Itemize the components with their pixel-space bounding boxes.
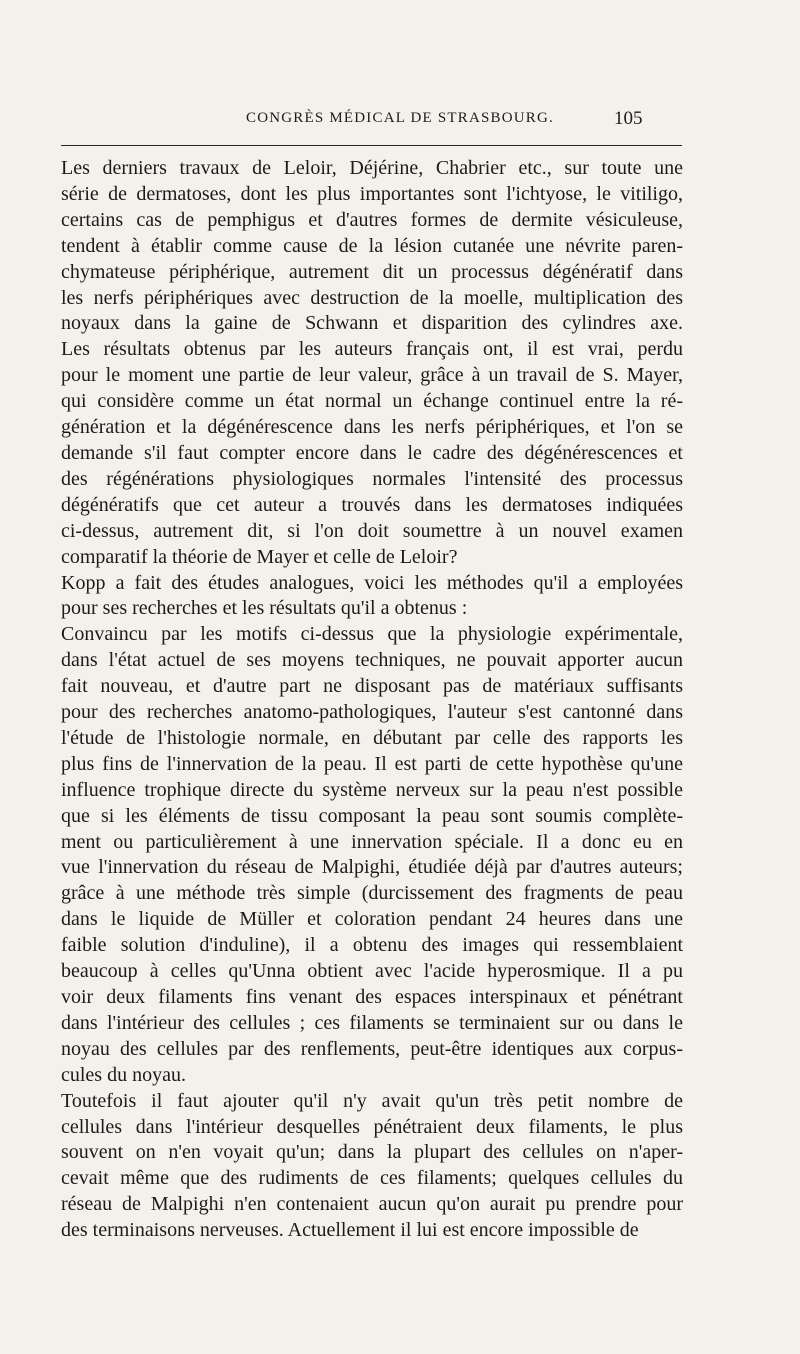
text-line: réseau de Malpighi n'en contenaient aucun qu'on aurait pu prendre pour	[61, 1193, 683, 1216]
text-line: des terminaisons nerveuses. Actuellement il lui est encore impossible de	[61, 1219, 639, 1242]
text-line: l'étude de l'histologie normale, en débutant par celle des rapports les	[61, 726, 683, 749]
body-text	[61, 156, 683, 1244]
text-line: voir deux filaments fins venant des espaces interspinaux et pénétrant	[61, 986, 683, 1008]
text-line: grâce à une méthode très simple (durcissement des fragments de peau	[61, 882, 683, 905]
text-line: comparatif la théorie de Mayer et celle de Leloir?	[61, 545, 458, 568]
paragraph	[61, 1089, 683, 1244]
running-head-title: CONGRÈS MÉDICAL DE STRASBOURG.	[246, 110, 554, 126]
text-line: Les derniers travaux de Leloir, Déjérine, Chabrier etc., sur toute une	[61, 157, 683, 179]
paragraph	[61, 622, 683, 1088]
text-line: beaucoup à celles qu'Unna obtient avec l'acide hyperosmique. Il a pu	[61, 960, 683, 983]
text-line: qui considère comme un état normal un échange continuel entre la ré-	[61, 390, 683, 413]
text-line: dans le liquide de Müller et coloration pendant 24 heures dans une	[61, 908, 683, 931]
text-line: certains cas de pemphigus et d'autres formes de dermite vésiculeuse,	[61, 208, 683, 231]
text-line: pour le moment une partie de leur valeur, grâce à un travail de S. Mayer,	[61, 364, 683, 387]
text-line: cules du noyau.	[61, 1063, 186, 1086]
text-line: pour ses recherches et les résultats qu'il a obtenus :	[61, 597, 468, 620]
text-line: souvent on n'en voyait qu'un; dans la plupart des cellules on n'aper-	[61, 1141, 683, 1164]
text-line: tendent à établir comme cause de la lésion cutanée une névrite paren-	[61, 234, 683, 257]
text-line: demande s'il faut compter encore dans le cadre des dégénérescences et	[61, 441, 683, 464]
text-line: Toutefois il faut ajouter qu'il n'y avait qu'un très petit nombre de	[61, 1089, 683, 1112]
text-line: Convaincu par les motifs ci-dessus que la physiologie expérimentale,	[61, 623, 683, 646]
text-line: génération et la dégénérescence dans les nerfs périphériques, et l'on se	[61, 416, 683, 439]
paragraph	[61, 156, 683, 571]
text-line: ment ou particulièrement à une innervation spéciale. Il a donc eu en	[61, 830, 683, 853]
text-line: vue l'innervation du réseau de Malpighi, étudiée déjà par d'autres auteurs;	[61, 856, 683, 879]
text-line: dégénératifs que cet auteur a trouvés dans les dermatoses indiquées	[61, 493, 683, 516]
paragraph	[61, 571, 683, 623]
text-line: série de dermatoses, dont les plus importantes sont l'ichtyose, le vitiligo,	[61, 182, 683, 205]
text-line: noyaux dans la gaine de Schwann et disparition des cylindres axe.	[61, 312, 683, 335]
text-line: cevait même que des rudiments de ces filaments; quelques cellules du	[61, 1167, 683, 1190]
running-head	[0, 108, 800, 132]
text-line: chymateuse périphérique, autrement dit un processus dégénératif dans	[61, 260, 683, 283]
text-line: ci-dessus, autrement dit, si l'on doit soumettre à un nouvel examen	[61, 519, 683, 542]
text-line: que si les éléments de tissu composant la peau sont soumis complète-	[61, 804, 683, 827]
text-line: dans l'intérieur des cellules ; ces filaments se terminaient sur ou dans le	[61, 1011, 683, 1034]
text-line: plus fins de l'innervation de la peau. Il est parti de cette hypothèse qu'une	[61, 752, 683, 775]
text-line: pour des recherches anatomo-pathologiques, l'auteur s'est cantonné dans	[61, 701, 683, 724]
page-number: 105	[614, 108, 643, 129]
text-line: des régénérations physiologiques normales l'intensité des processus	[61, 467, 683, 490]
header-rule	[61, 145, 682, 146]
text-line: les nerfs périphériques avec destruction de la moelle, multiplication des	[61, 286, 683, 309]
text-line: faible solution d'induline), il a obtenu des images qui ressemblaient	[61, 934, 683, 957]
text-line: Kopp a fait des études analogues, voici les méthodes qu'il a employées	[61, 571, 683, 594]
text-line: Les résultats obtenus par les auteurs français ont, il est vrai, perdu	[61, 338, 683, 361]
text-line: fait nouveau, et d'autre part ne disposant pas de matériaux suffisants	[61, 675, 683, 698]
text-line: noyau des cellules par des renflements, peut-être identiques aux corpus-	[61, 1037, 683, 1060]
text-line: influence trophique directe du système nerveux sur la peau n'est possible	[61, 778, 683, 801]
text-line: dans l'état actuel de ses moyens techniques, ne pouvait apporter aucun	[61, 649, 683, 672]
text-line: cellules dans l'intérieur desquelles pénétraient deux filaments, le plus	[61, 1115, 683, 1138]
